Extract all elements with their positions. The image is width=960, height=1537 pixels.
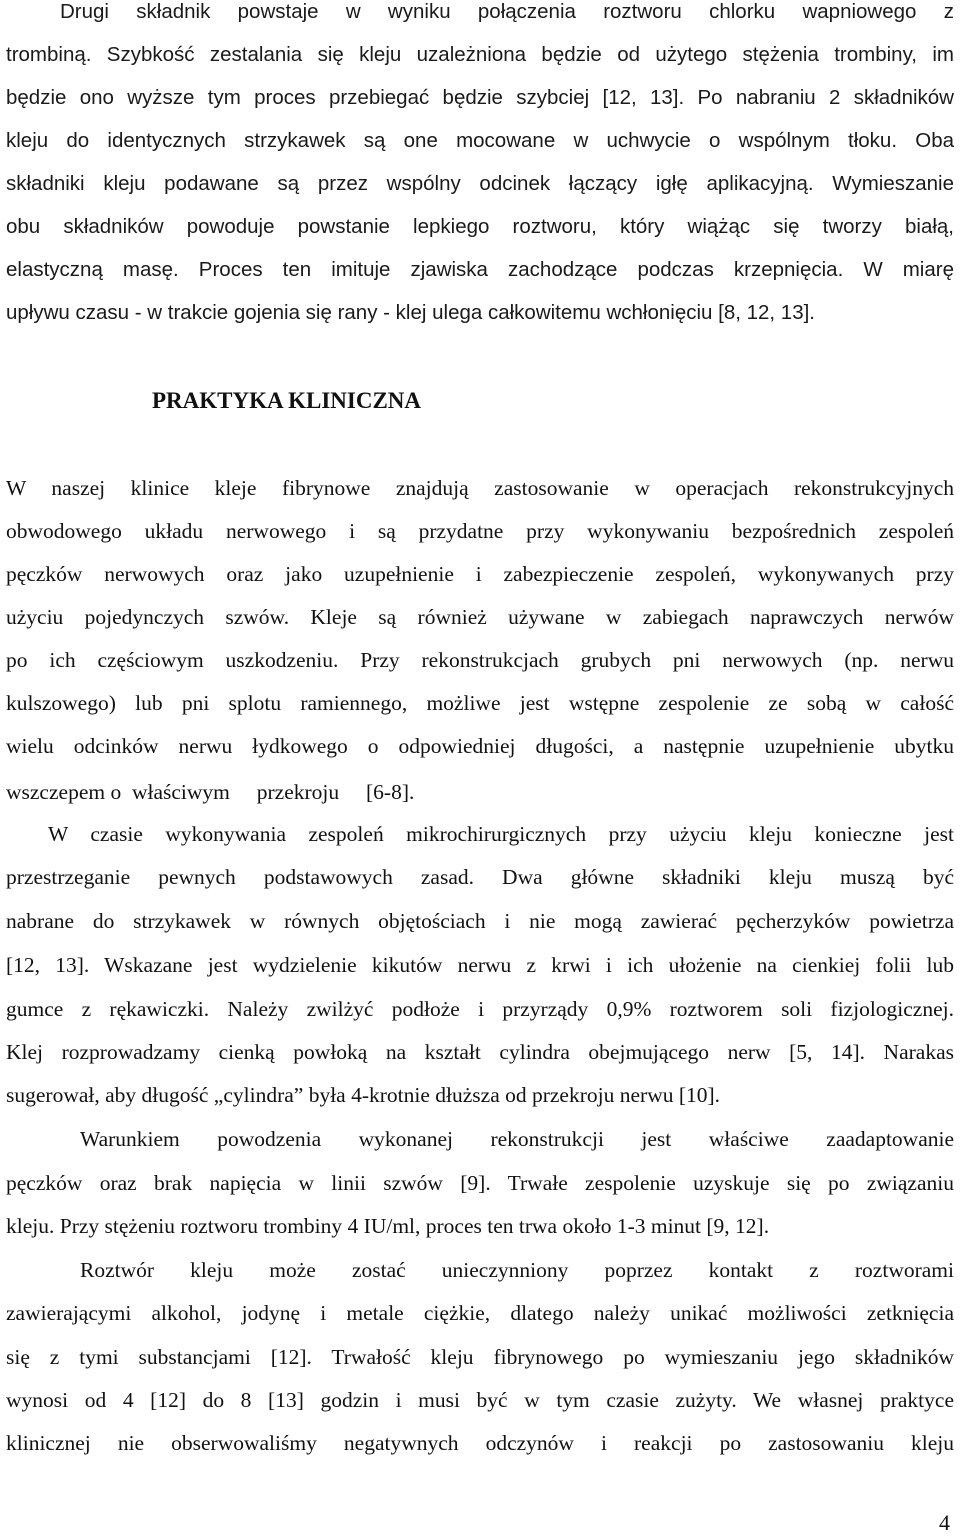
text-line: elastyczną masę. Proces ten imituje zjawiska zachodzące podczas krzepnięcia. W miarę: [6, 258, 954, 281]
text-line: się z tymi substancjami [12]. Trwałość kleju fibrynowego po wymieszaniu jego składników: [6, 1345, 954, 1369]
text-line: składniki kleju podawane są przez wspólny odcinek łączący igłę aplikacyjną. Wymieszanie: [6, 172, 954, 195]
text-line: kleju do identycznych strzykawek są one mocowane w uchwycie o wspólnym tłoku. Oba: [6, 129, 954, 152]
text-line: trombiną. Szybkość zestalania się kleju uzależniona będzie od użytego stężenia trombiny, im: [6, 43, 954, 66]
text-line: zawierającymi alkohol, jodynę i metale ciężkie, dlatego należy unikać możliwości zetknięcia: [6, 1301, 954, 1325]
text-line: obwodowego układu nerwowego i są przydatne przy wykonywaniu bezpośrednich zespoleń: [6, 519, 954, 543]
text-line: użyciu pojedynczych szwów. Kleje są również używane w zabiegach naprawczych nerwów: [6, 605, 954, 629]
text-line: pęczków oraz brak napięcia w linii szwów [9]. Trwałe zespolenie uzyskuje się po związaniu: [6, 1171, 954, 1195]
text-line: po ich częściowym uszkodzeniu. Przy rekonstrukcjach grubych pni nerwowych (np. nerwu: [6, 648, 954, 672]
text-line: przestrzeganie pewnych podstawowych zasad. Dwa główne składniki kleju muszą być: [6, 865, 954, 889]
text-line: W naszej klinice kleje fibrynowe znajdują zastosowanie w operacjach rekonstrukcyjnych: [6, 476, 954, 500]
text-line: pęczków nerwowych oraz jako uzupełnienie i zabezpieczenie zespoleń, wykonywanych przy: [6, 562, 954, 586]
text-line: upływu czasu - w trakcie gojenia się rany - klej ulega całkowitemu wchłonięciu [8, 12, 13].: [6, 301, 815, 324]
text-line: sugerował, aby długość „cylindra” była 4-krotnie dłuższa od przekroju nerwu [10].: [6, 1083, 721, 1107]
text-line: obu składników powoduje powstanie lepkiego roztworu, który wiążąc się tworzy białą,: [6, 215, 954, 238]
text-line: kulszowego) lub pni splotu ramiennego, możliwe jest wstępne zespolenie ze sobą w całość: [6, 691, 954, 715]
text-line: Klej rozprowadzamy cienką powłoką na kształt cylindra obejmującego nerw [5, 14]. Narakas: [6, 1040, 954, 1064]
text-line: gumce z rękawiczki. Należy zwilżyć podłoże i przyrządy 0,9% roztworem soli fizjologicznej.: [6, 997, 954, 1021]
page-number: 4: [939, 1510, 950, 1535]
text-line: W czasie wykonywania zespoleń mikrochirurgicznych przy użyciu kleju konieczne jest: [48, 822, 954, 846]
text-line: [12, 13]. Wskazane jest wydzielenie kikutów nerwu z krwi i ich ułożenie na cienkiej folii lub: [6, 953, 954, 977]
section-heading: PRAKTYKA KLINICZNA: [152, 388, 422, 413]
text-line: kleju. Przy stężeniu roztworu trombiny 4 IU/ml, proces ten trwa około 1-3 minut [9, 12].: [6, 1214, 770, 1238]
text-line: wszczepem o właściwym przekroju [6-8].: [6, 780, 415, 804]
text-line: wielu odcinków nerwu łydkowego o odpowiedniej długości, a następnie uzupełnienie ubytku: [6, 734, 954, 758]
text-line: nabrane do strzykawek w równych objętościach i nie mogą zawierać pęcherzyków powietrza: [6, 909, 954, 933]
text-line: wynosi od 4 [12] do 8 [13] godzin i musi być w tym czasie zużyty. We własnej praktyce: [6, 1388, 954, 1412]
text-line: klinicznej nie obserwowaliśmy negatywnych odczynów i reakcji po zastosowaniu kleju: [6, 1431, 954, 1455]
text-line: Drugi składnik powstaje w wyniku połączenia roztworu chlorku wapniowego z: [60, 0, 954, 23]
text-line: będzie ono wyższe tym proces przebiegać będzie szybciej [12, 13]. Po nabraniu 2 składników: [6, 86, 954, 109]
text-line: Warunkiem powodzenia wykonanej rekonstrukcji jest właściwe zaadaptowanie: [80, 1127, 954, 1151]
text-line: Roztwór kleju może zostać unieczynniony poprzez kontakt z roztworami: [80, 1258, 954, 1282]
